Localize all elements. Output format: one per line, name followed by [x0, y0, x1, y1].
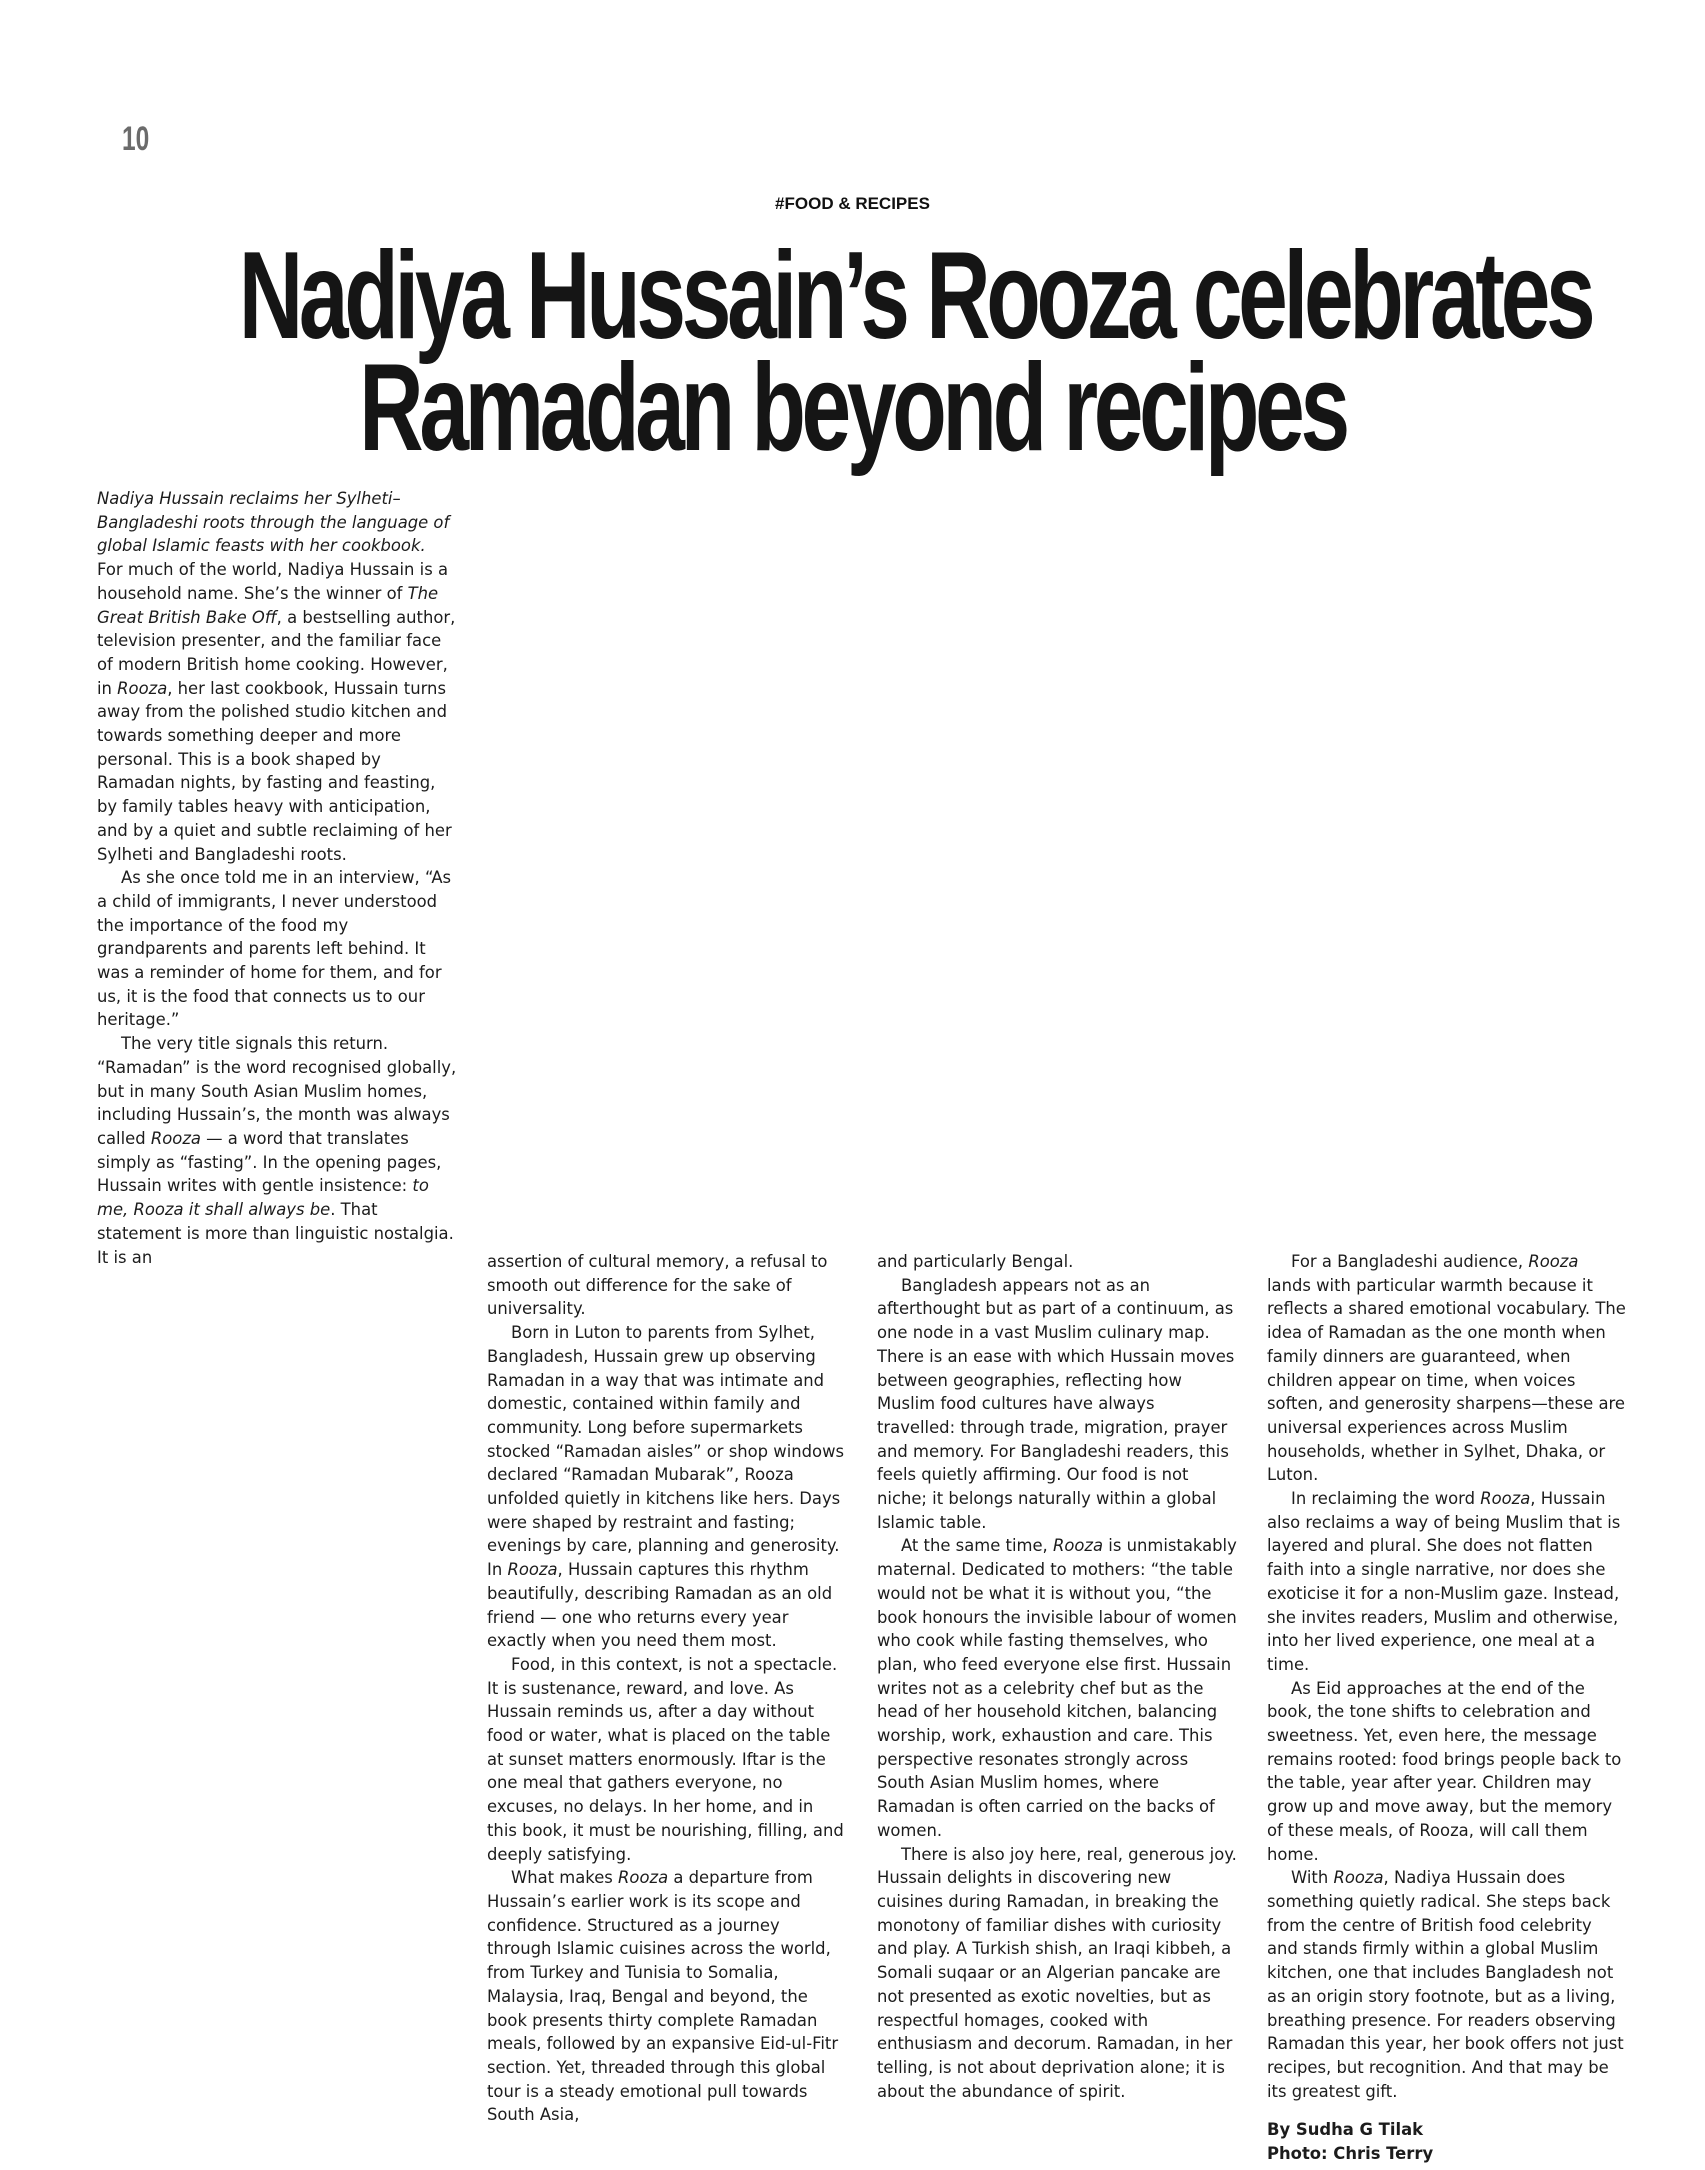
paragraph	[487, 1653, 847, 1866]
italic-title: Rooza	[618, 1868, 669, 1888]
byline: By Sudha G Tilak	[1267, 2120, 1424, 2140]
text-run: Bangladesh appears not as an afterthought but as part of a continuum, as one node in a vast Muslim culinary map. There is an ease with which Hussain moves between geographies, reflecting how Muslim food cultures have always travelled: through trade, migration, prayer and memory. For Bangladeshi readers, this feels quietly affirming. Our food is not niche; it belongs naturally within a global Islamic table.	[877, 1275, 1235, 1532]
standfirst: Nadiya Hussain reclaims her Sylheti–Bangladeshi roots through the language of global Islamic feasts with her cookbook.	[97, 489, 450, 556]
section-tag: #FOOD & RECIPES	[775, 194, 930, 213]
text-run: With	[1291, 1868, 1334, 1888]
headline-line-2: Ramadan beyond recipes	[359, 339, 1346, 477]
italic-title: Rooza	[1333, 1868, 1384, 1888]
italic-title: Rooza	[507, 1560, 558, 1580]
italic-title: Rooza	[117, 678, 168, 698]
text-run: , Hussain captures this rhythm beautifully, describing Ramadan as an old friend — one who returns every year exactly when you need them most.	[487, 1560, 833, 1651]
text-run: For much of the world, Nadiya Hussain is a household name. She’s the winner of	[97, 560, 449, 603]
text-run: Food, in this context, is not a spectacle. It is sustenance, reward, and love. As Hussain reminds us, after a day without food or water, what is placed on the table at sunset matters enormously. Iftar is the one meal that gathers everyone, no excuses, no delays. In her home, and in this book, it must be nourishing, filling, and deeply satisfying.	[487, 1654, 844, 1864]
italic-title: Rooza	[150, 1128, 201, 1148]
paragraph	[487, 1866, 847, 2127]
text-run: — a word that translates simply as “fasting”. In the opening pages, Hussain writes with gentle insistence:	[97, 1128, 442, 1196]
paragraph	[1267, 1677, 1627, 1867]
paragraph	[1267, 1487, 1627, 1677]
paragraph	[877, 1274, 1237, 1535]
text-run: and particularly Bengal.	[877, 1252, 1074, 1271]
paragraph	[487, 1250, 847, 1321]
text-run: . That statement is more than linguistic nostalgia. It is an	[97, 1200, 454, 1267]
paragraph	[1267, 1250, 1627, 1487]
italic-title: Rooza	[1528, 1252, 1579, 1271]
text-run: , a bestselling author, television presenter, and the familiar face of modern British home cooking. However, in	[97, 607, 456, 698]
paragraph	[97, 866, 457, 1032]
italic-title: Rooza	[1480, 1489, 1531, 1509]
article-column-3	[877, 1250, 1237, 2103]
paragraph	[877, 1534, 1237, 1842]
text-run: a departure from Hussain’s earlier work is its scope and confidence. Structured as a journey through Islamic cuisines across the world, from Turkey and Tunisia to Somalia, Malaysia, Iraq, Bengal and beyond, the book presents thirty complete Ramadan meals, followed by an expansive Eid-ul-Fitr section. Yet, threaded through this global tour is a steady emotional pull towards South Asia,	[487, 1868, 839, 2125]
text-run: At the same time,	[901, 1536, 1053, 1556]
text-run: As Eid approaches at the end of the book, the tone shifts to celebration and sweetness. Yet, even here, the message remains rooted: food brings people back to the table, year after year. Children may grow up and move away, but the memory of these meals, of Rooza, will call them home.	[1267, 1678, 1622, 1864]
text-run: , Hussain also reclaims a way of being Muslim that is layered and plural. She does not flatten faith into a single narrative, nor does she exoticise it for a non-Muslim gaze. Instead, she invites readers, Muslim and otherwise, into her lived experience, one meal at a time.	[1267, 1489, 1621, 1674]
text-run: There is also joy here, real, generous joy. Hussain delights in discovering new cuisines during Ramadan, in breaking the monotony of familiar dishes with curiosity and play. A Turkish shish, an Iraqi kibbeh, a Somali suqaar or an Algerian pancake are not presented as exotic novelties, but as respectful homages, cooked with enthusiasm and decorum. Ramadan, in her telling, is not about deprivation alone; it is about the abundance of spirit.	[877, 1844, 1237, 2101]
article-column-4	[1267, 1250, 1627, 2166]
italic-title: The Great British Bake Off	[97, 583, 439, 627]
text-run: In reclaiming the word	[1291, 1489, 1481, 1509]
headline	[0, 227, 1705, 477]
text-run: What makes	[511, 1868, 619, 1888]
text-run: assertion of cultural memory, a refusal to smooth out difference for the sake of universality.	[487, 1252, 828, 1319]
text-run: is unmistakably maternal. Dedicated to mothers: “the table would not be what it is without you, “the book honours the invisible labour of women who cook while fasting themselves, who plan, who feed everyone else first. Hussain writes not as a celebrity chef but as the head of her household kitchen, balancing worship, work, exhaustion and care. This perspective resonates strongly across South Asian Muslim homes, where Ramadan is often carried on the backs of women.	[877, 1536, 1237, 1840]
text-run: As she once told me in an interview, “As a child of immigrants, I never understood the importance of the food my grandparents and parents left behind. It was a reminder of home for them, and for us, it is the food that connects us to our heritage.”	[97, 868, 452, 1030]
page-number: 10	[122, 120, 150, 158]
text-run: The very title signals this return. “Ramadan” is the word recognised globally, but in many South Asian Muslim homes, including Hussain’s, the month was always called	[97, 1034, 457, 1148]
italic-title: Rooza	[1052, 1536, 1104, 1556]
article-column-1	[97, 487, 457, 1269]
headline-line-1: Nadiya Hussain’s Rooza celebrates	[238, 227, 1592, 365]
photo-credit: Photo: Chris Terry	[1267, 2144, 1434, 2164]
text-run: , Nadiya Hussain does something quietly radical. She steps back from the centre of British food celebrity and stands firmly within a global Muslim kitchen, one that includes Bangladesh not as an origin story footnote, but as a living, breathing presence. For readers observing Ramadan this year, her book offers not just recipes, but recognition. And that may be its greatest gift.	[1267, 1868, 1624, 2101]
credits	[1267, 2118, 1627, 2165]
paragraph	[1267, 1866, 1627, 2103]
text-run: For a Bangladeshi audience,	[1291, 1252, 1529, 1271]
text-run: Born in Luton to parents from Sylhet, Bangladesh, Hussain grew up observing Ramadan in a way that was intimate and domestic, contained within family and community. Long before supermarkets stocked “Ramadan aisles” or shop windows declared “Ramadan Mubarak”, Rooza unfolded quietly in kitchens like hers. Days were shaped by restraint and fasting; evenings by care, planning and generosity. In	[487, 1323, 845, 1580]
paragraph	[97, 558, 457, 866]
text-run: , her last cookbook, Hussain turns away from the polished studio kitchen and towards something deeper and more personal. This is a book shaped by Ramadan nights, by fasting and feasting, by family tables heavy with anticipation, and by a quiet and subtle reclaiming of her Sylheti and Bangladeshi roots.	[97, 678, 452, 864]
paragraph	[877, 1843, 1237, 2104]
paragraph	[97, 1032, 457, 1269]
paragraph	[877, 1250, 1237, 1274]
paragraph	[487, 1321, 847, 1653]
article-column-2	[487, 1250, 847, 2127]
text-run: lands with particular warmth because it reflects a shared emotional vocabulary. The idea of Ramadan as the one month when family dinners are guaranteed, when children appear on time, when voices soften, and generosity sharpens—these are universal experiences across Muslim households, whether in Sylhet, Dhaka, or Luton.	[1267, 1275, 1626, 1485]
italic-title: to me, Rooza it shall always be	[97, 1176, 429, 1220]
